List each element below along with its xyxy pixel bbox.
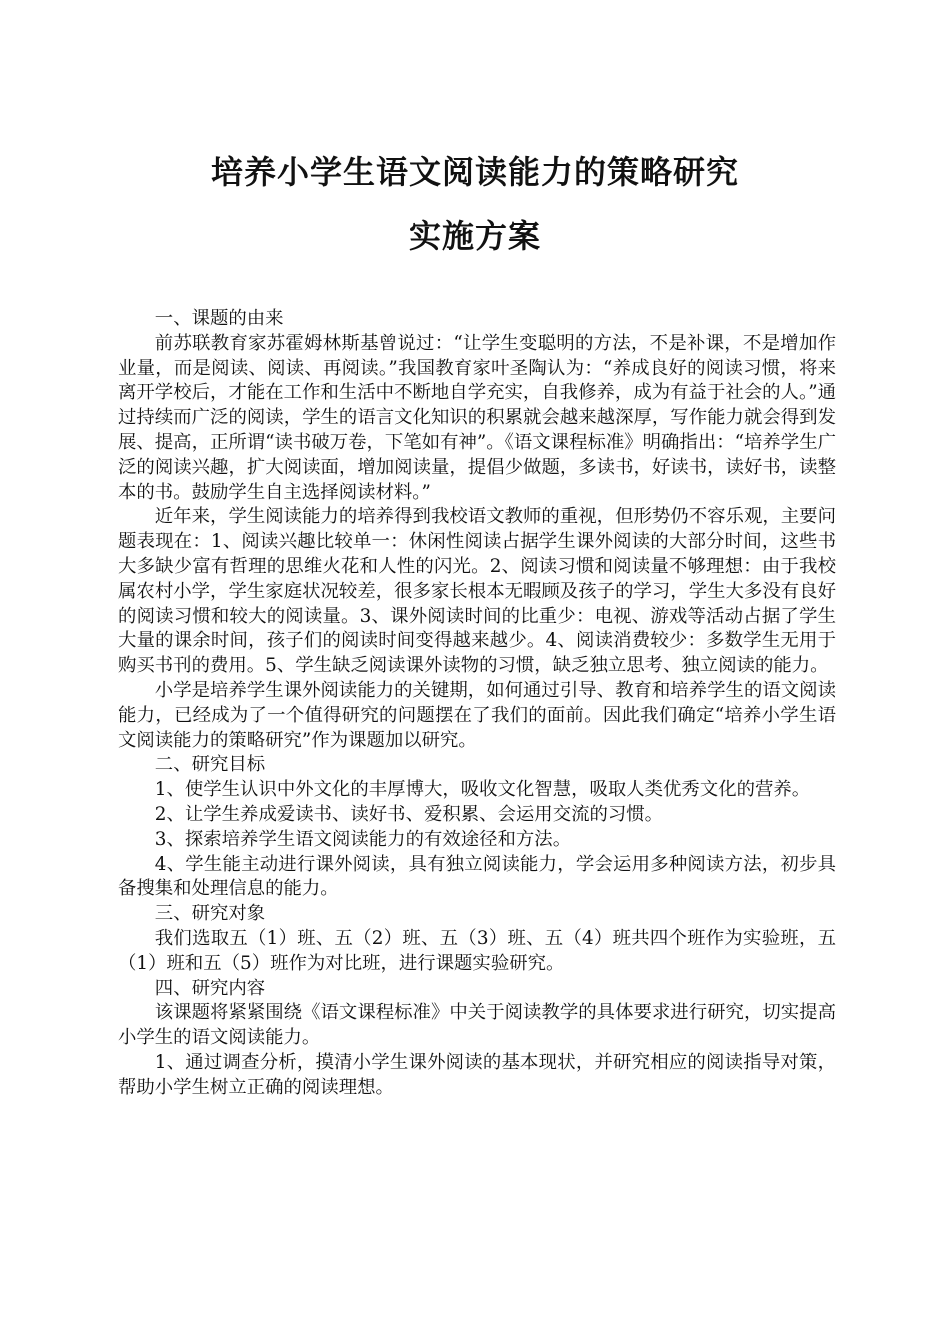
paragraph-subjects: 我们选取五（1）班、五（2）班、五（3）班、五（4）班共四个班作为实验班，五（1）班和五（5）班作为对比班，进行课题实验研究。 [118, 927, 836, 974]
goal-item-4: 4、学生能主动进行课外阅读，具有独立阅读能力，学会运用多种阅读方法，初步具备搜集和处理信息的能力。 [118, 853, 836, 900]
paragraph-content-intro: 该课题将紧紧围绕《语文课程标准》中关于阅读教学的具体要求进行研究，切实提高小学生的语文阅读能力。 [118, 1002, 836, 1049]
document-title: 培养小学生语文阅读能力的策略研究 [210, 153, 739, 191]
goal-item-2: 2、让学生养成爱读书、读好书、爱积累、会运用交流的习惯。 [154, 803, 664, 825]
document-subtitle: 实施方案 [408, 217, 541, 255]
goal-item-1: 1、使学生认识中外文化的丰厚博大，吸收文化智慧，吸取人类优秀文化的营养。 [154, 779, 811, 801]
paragraph-topic-decision: 小学是培养学生课外阅读能力的关键期，如何通过引导、教育和培养学生的语文阅读能力，已经成为了一个值得研究的问题摆在了我们的面前。因此我们确定“培养小学生语文阅读能力的策略研究”作为课题加以研究。 [118, 679, 836, 751]
paragraph-origin-quote: 前苏联教育家苏霍姆林斯基曾说过：“让学生变聪明的方法，不是补课，不是增加作业量，而是阅读、阅读、再阅读。”我国教育家叶圣陶认为：“养成良好的阅读习惯，将来离开学校后，才能在工作和生活中不断地自学充实，自我修养，成为有益于社会的人。”通过持续而广泛的阅读，学生的语言文化知识的积累就会越来越深厚，写作能力就会得到发展、提高，正所谓“读书破万卷，下笔如有神”。《语文课程标准》明确指出：“培养学生广泛的阅读兴趣，扩大阅读面，增加阅读量，提倡少做题，多读书，好读书，读好书，读整本的书。鼓励学生自主选择阅读材料。” [118, 332, 836, 503]
content-item-1: 1、通过调查分析，摸清小学生课外阅读的基本现状，并研究相应的阅读指导对策，帮助小学生树立正确的阅读理想。 [118, 1051, 836, 1098]
section-heading-origin: 一、课题的由来 [154, 308, 284, 329]
document-body [118, 307, 836, 1101]
section-heading-content: 四、研究内容 [154, 977, 266, 999]
paragraph-problems: 近年来，学生阅读能力的培养得到我校语文教师的重视，但形势仍不容乐观，主要问题表现在：1、阅读兴趣比较单一：休闲性阅读占据学生课外阅读的大部分时间，这些书大多缺少富有哲理的思维火花和人性的闪光。2、阅读习惯和阅读量不够理想：由于我校属农村小学，学生家庭状况较差，很多家长根本无暇顾及孩子的学习，学生大多没有良好的阅读习惯和较大的阅读量。3、课外阅读时间的比重少：电视、游戏等活动占据了学生大量的课余时间，孩子们的阅读时间变得越来越少。4、阅读消费较少：多数学生无用于购买书刊的费用。5、学生缺乏阅读课外读物的习惯，缺乏独立思考、独立阅读的能力。 [118, 506, 836, 677]
section-heading-goals: 二、研究目标 [154, 754, 266, 776]
goal-item-3: 3、探索培养学生语文阅读能力的有效途径和方法。 [154, 828, 572, 850]
section-heading-subjects: 三、研究对象 [154, 903, 266, 925]
